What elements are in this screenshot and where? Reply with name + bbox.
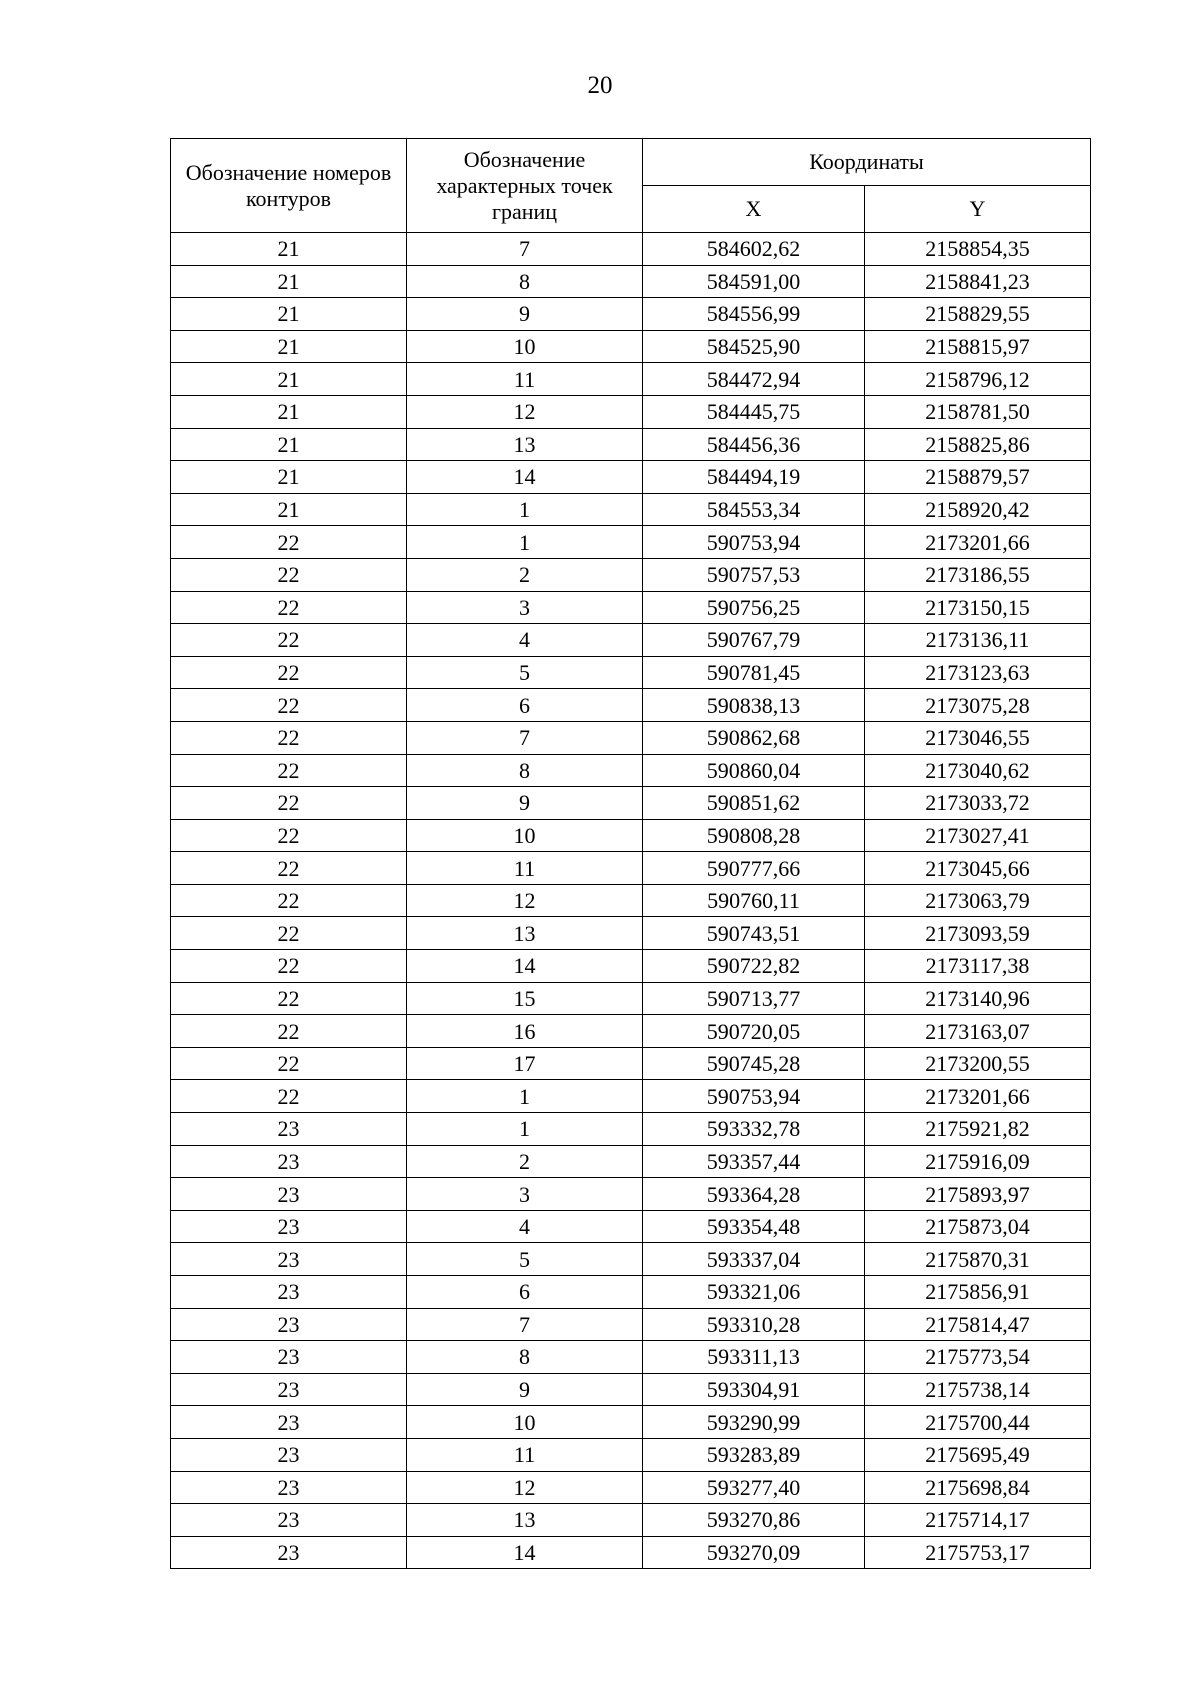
y-coordinate-cell: 2175773,54 (865, 1341, 1091, 1374)
contour-number-cell: 22 (171, 819, 407, 852)
contour-number-cell: 22 (171, 1015, 407, 1048)
point-number-cell: 7 (407, 721, 643, 754)
table-row (171, 461, 1091, 494)
table-row (171, 1341, 1091, 1374)
point-number-cell: 2 (407, 558, 643, 591)
x-coordinate-cell: 590756,25 (643, 591, 865, 624)
contour-number-cell: 22 (171, 558, 407, 591)
point-number-cell: 11 (407, 852, 643, 885)
contour-number-cell: 21 (171, 493, 407, 526)
contour-number-cell: 21 (171, 298, 407, 331)
table-row (171, 1178, 1091, 1211)
contour-number-cell: 22 (171, 852, 407, 885)
x-coordinate-cell: 593357,44 (643, 1145, 865, 1178)
x-coordinate-cell: 590753,94 (643, 526, 865, 559)
contour-number-cell: 23 (171, 1373, 407, 1406)
contour-number-cell: 21 (171, 395, 407, 428)
y-coordinate-cell: 2158829,55 (865, 298, 1091, 331)
x-coordinate-cell: 584602,62 (643, 233, 865, 266)
x-coordinate-cell: 584591,00 (643, 265, 865, 298)
table-row (171, 233, 1091, 266)
point-number-cell: 1 (407, 493, 643, 526)
table-row (171, 917, 1091, 950)
x-coordinate-cell: 584472,94 (643, 363, 865, 396)
y-coordinate-cell: 2158841,23 (865, 265, 1091, 298)
x-coordinate-cell: 590808,28 (643, 819, 865, 852)
y-coordinate-cell: 2173063,79 (865, 884, 1091, 917)
contour-number-cell: 21 (171, 428, 407, 461)
table-row (171, 1471, 1091, 1504)
contour-number-cell: 22 (171, 591, 407, 624)
y-coordinate-cell: 2173040,62 (865, 754, 1091, 787)
y-coordinate-cell: 2173186,55 (865, 558, 1091, 591)
y-coordinate-cell: 2173123,63 (865, 656, 1091, 689)
y-coordinate-cell: 2158781,50 (865, 395, 1091, 428)
contour-number-cell: 23 (171, 1145, 407, 1178)
y-coordinate-cell: 2173201,66 (865, 526, 1091, 559)
table-row (171, 1145, 1091, 1178)
x-coordinate-cell: 584456,36 (643, 428, 865, 461)
point-number-cell: 13 (407, 917, 643, 950)
coordinates-table (170, 138, 1091, 1569)
y-coordinate-cell: 2175700,44 (865, 1406, 1091, 1439)
header-boundary-point: Обозначение характерных точек границ (407, 139, 643, 233)
x-coordinate-cell: 590757,53 (643, 558, 865, 591)
y-coordinate-cell: 2173045,66 (865, 852, 1091, 885)
header-x: X (643, 186, 865, 233)
contour-number-cell: 23 (171, 1341, 407, 1374)
table-row (171, 982, 1091, 1015)
x-coordinate-cell: 593364,28 (643, 1178, 865, 1211)
y-coordinate-cell: 2175814,47 (865, 1308, 1091, 1341)
point-number-cell: 14 (407, 461, 643, 494)
table-row (171, 1406, 1091, 1439)
contour-number-cell: 23 (171, 1471, 407, 1504)
table-row (171, 1243, 1091, 1276)
point-number-cell: 8 (407, 1341, 643, 1374)
point-number-cell: 14 (407, 950, 643, 983)
y-coordinate-cell: 2173027,41 (865, 819, 1091, 852)
contour-number-cell: 22 (171, 689, 407, 722)
table-row (171, 591, 1091, 624)
y-coordinate-cell: 2175893,97 (865, 1178, 1091, 1211)
table-row (171, 1276, 1091, 1309)
contour-number-cell: 23 (171, 1113, 407, 1146)
contour-number-cell: 21 (171, 363, 407, 396)
x-coordinate-cell: 590860,04 (643, 754, 865, 787)
point-number-cell: 10 (407, 1406, 643, 1439)
contour-number-cell: 23 (171, 1178, 407, 1211)
contour-number-cell: 22 (171, 950, 407, 983)
header-contour-number: Обозначение номеров контуров (171, 139, 407, 233)
y-coordinate-cell: 2158920,42 (865, 493, 1091, 526)
point-number-cell: 9 (407, 298, 643, 331)
contour-number-cell: 23 (171, 1536, 407, 1569)
x-coordinate-cell: 593332,78 (643, 1113, 865, 1146)
contour-number-cell: 22 (171, 656, 407, 689)
x-coordinate-cell: 593304,91 (643, 1373, 865, 1406)
table-row (171, 1504, 1091, 1537)
point-number-cell: 3 (407, 1178, 643, 1211)
table-row (171, 298, 1091, 331)
x-coordinate-cell: 593283,89 (643, 1438, 865, 1471)
table-row (171, 624, 1091, 657)
point-number-cell: 17 (407, 1047, 643, 1080)
x-coordinate-cell: 590720,05 (643, 1015, 865, 1048)
y-coordinate-cell: 2175916,09 (865, 1145, 1091, 1178)
contour-number-cell: 21 (171, 330, 407, 363)
x-coordinate-cell: 590838,13 (643, 689, 865, 722)
point-number-cell: 15 (407, 982, 643, 1015)
y-coordinate-cell: 2173200,55 (865, 1047, 1091, 1080)
table-row (171, 428, 1091, 461)
x-coordinate-cell: 590753,94 (643, 1080, 865, 1113)
x-coordinate-cell: 584553,34 (643, 493, 865, 526)
table-row (171, 1015, 1091, 1048)
point-number-cell: 2 (407, 1145, 643, 1178)
contour-number-cell: 21 (171, 265, 407, 298)
contour-number-cell: 23 (171, 1308, 407, 1341)
contour-number-cell: 21 (171, 233, 407, 266)
contour-number-cell: 22 (171, 982, 407, 1015)
x-coordinate-cell: 593321,06 (643, 1276, 865, 1309)
table-row (171, 754, 1091, 787)
point-number-cell: 5 (407, 656, 643, 689)
y-coordinate-cell: 2175873,04 (865, 1210, 1091, 1243)
table-row (171, 689, 1091, 722)
point-number-cell: 16 (407, 1015, 643, 1048)
contour-number-cell: 22 (171, 884, 407, 917)
y-coordinate-cell: 2173150,15 (865, 591, 1091, 624)
contour-number-cell: 23 (171, 1406, 407, 1439)
point-number-cell: 8 (407, 265, 643, 298)
x-coordinate-cell: 584494,19 (643, 461, 865, 494)
point-number-cell: 1 (407, 1113, 643, 1146)
y-coordinate-cell: 2173136,11 (865, 624, 1091, 657)
y-coordinate-cell: 2175738,14 (865, 1373, 1091, 1406)
contour-number-cell: 23 (171, 1243, 407, 1276)
point-number-cell: 10 (407, 819, 643, 852)
y-coordinate-cell: 2173075,28 (865, 689, 1091, 722)
x-coordinate-cell: 593290,99 (643, 1406, 865, 1439)
point-number-cell: 1 (407, 526, 643, 559)
x-coordinate-cell: 590851,62 (643, 787, 865, 820)
y-coordinate-cell: 2173201,66 (865, 1080, 1091, 1113)
table-row (171, 395, 1091, 428)
x-coordinate-cell: 593270,09 (643, 1536, 865, 1569)
table-row (171, 1536, 1091, 1569)
y-coordinate-cell: 2158796,12 (865, 363, 1091, 396)
point-number-cell: 11 (407, 1438, 643, 1471)
contour-number-cell: 22 (171, 754, 407, 787)
header-coordinates: Координаты (643, 139, 1091, 186)
x-coordinate-cell: 593277,40 (643, 1471, 865, 1504)
x-coordinate-cell: 593270,86 (643, 1504, 865, 1537)
y-coordinate-cell: 2173046,55 (865, 721, 1091, 754)
point-number-cell: 12 (407, 395, 643, 428)
point-number-cell: 4 (407, 1210, 643, 1243)
table-row (171, 330, 1091, 363)
x-coordinate-cell: 593310,28 (643, 1308, 865, 1341)
x-coordinate-cell: 590777,66 (643, 852, 865, 885)
y-coordinate-cell: 2173033,72 (865, 787, 1091, 820)
y-coordinate-cell: 2175921,82 (865, 1113, 1091, 1146)
point-number-cell: 6 (407, 1276, 643, 1309)
table-row (171, 1373, 1091, 1406)
contour-number-cell: 22 (171, 624, 407, 657)
table-row (171, 787, 1091, 820)
contour-number-cell: 22 (171, 917, 407, 950)
x-coordinate-cell: 590760,11 (643, 884, 865, 917)
table-body (171, 233, 1091, 1569)
point-number-cell: 4 (407, 624, 643, 657)
table-row (171, 1080, 1091, 1113)
table-row (171, 1113, 1091, 1146)
contour-number-cell: 23 (171, 1438, 407, 1471)
contour-number-cell: 22 (171, 526, 407, 559)
x-coordinate-cell: 590722,82 (643, 950, 865, 983)
point-number-cell: 3 (407, 591, 643, 624)
y-coordinate-cell: 2175856,91 (865, 1276, 1091, 1309)
contour-number-cell: 22 (171, 787, 407, 820)
table-row (171, 950, 1091, 983)
y-coordinate-cell: 2175695,49 (865, 1438, 1091, 1471)
x-coordinate-cell: 584556,99 (643, 298, 865, 331)
point-number-cell: 12 (407, 884, 643, 917)
contour-number-cell: 22 (171, 721, 407, 754)
table-row (171, 884, 1091, 917)
contour-number-cell: 23 (171, 1276, 407, 1309)
contour-number-cell: 22 (171, 1047, 407, 1080)
table-row (171, 1047, 1091, 1080)
table-row (171, 852, 1091, 885)
y-coordinate-cell: 2175698,84 (865, 1471, 1091, 1504)
point-number-cell: 8 (407, 754, 643, 787)
point-number-cell: 9 (407, 1373, 643, 1406)
table-row (171, 265, 1091, 298)
y-coordinate-cell: 2173163,07 (865, 1015, 1091, 1048)
x-coordinate-cell: 584445,75 (643, 395, 865, 428)
table-row (171, 526, 1091, 559)
point-number-cell: 13 (407, 428, 643, 461)
x-coordinate-cell: 590767,79 (643, 624, 865, 657)
y-coordinate-cell: 2173093,59 (865, 917, 1091, 950)
x-coordinate-cell: 590862,68 (643, 721, 865, 754)
point-number-cell: 5 (407, 1243, 643, 1276)
y-coordinate-cell: 2158815,97 (865, 330, 1091, 363)
table-row (171, 1210, 1091, 1243)
table-row (171, 656, 1091, 689)
x-coordinate-cell: 590745,28 (643, 1047, 865, 1080)
point-number-cell: 10 (407, 330, 643, 363)
y-coordinate-cell: 2158825,86 (865, 428, 1091, 461)
x-coordinate-cell: 590713,77 (643, 982, 865, 1015)
point-number-cell: 9 (407, 787, 643, 820)
y-coordinate-cell: 2175870,31 (865, 1243, 1091, 1276)
y-coordinate-cell: 2158854,35 (865, 233, 1091, 266)
x-coordinate-cell: 590743,51 (643, 917, 865, 950)
y-coordinate-cell: 2173140,96 (865, 982, 1091, 1015)
point-number-cell: 12 (407, 1471, 643, 1504)
table-row (171, 721, 1091, 754)
y-coordinate-cell: 2173117,38 (865, 950, 1091, 983)
x-coordinate-cell: 590781,45 (643, 656, 865, 689)
header-y: Y (865, 186, 1091, 233)
point-number-cell: 14 (407, 1536, 643, 1569)
table-row (171, 558, 1091, 591)
x-coordinate-cell: 593311,13 (643, 1341, 865, 1374)
contour-number-cell: 23 (171, 1504, 407, 1537)
table-row (171, 493, 1091, 526)
point-number-cell: 7 (407, 1308, 643, 1341)
y-coordinate-cell: 2158879,57 (865, 461, 1091, 494)
contour-number-cell: 22 (171, 1080, 407, 1113)
point-number-cell: 6 (407, 689, 643, 722)
table-row (171, 819, 1091, 852)
table-row (171, 1438, 1091, 1471)
table-row (171, 363, 1091, 396)
point-number-cell: 7 (407, 233, 643, 266)
table-row (171, 1308, 1091, 1341)
y-coordinate-cell: 2175753,17 (865, 1536, 1091, 1569)
point-number-cell: 1 (407, 1080, 643, 1113)
page-number: 20 (587, 72, 613, 99)
contour-number-cell: 23 (171, 1210, 407, 1243)
x-coordinate-cell: 593337,04 (643, 1243, 865, 1276)
point-number-cell: 11 (407, 363, 643, 396)
y-coordinate-cell: 2175714,17 (865, 1504, 1091, 1537)
x-coordinate-cell: 584525,90 (643, 330, 865, 363)
point-number-cell: 13 (407, 1504, 643, 1537)
contour-number-cell: 21 (171, 461, 407, 494)
x-coordinate-cell: 593354,48 (643, 1210, 865, 1243)
